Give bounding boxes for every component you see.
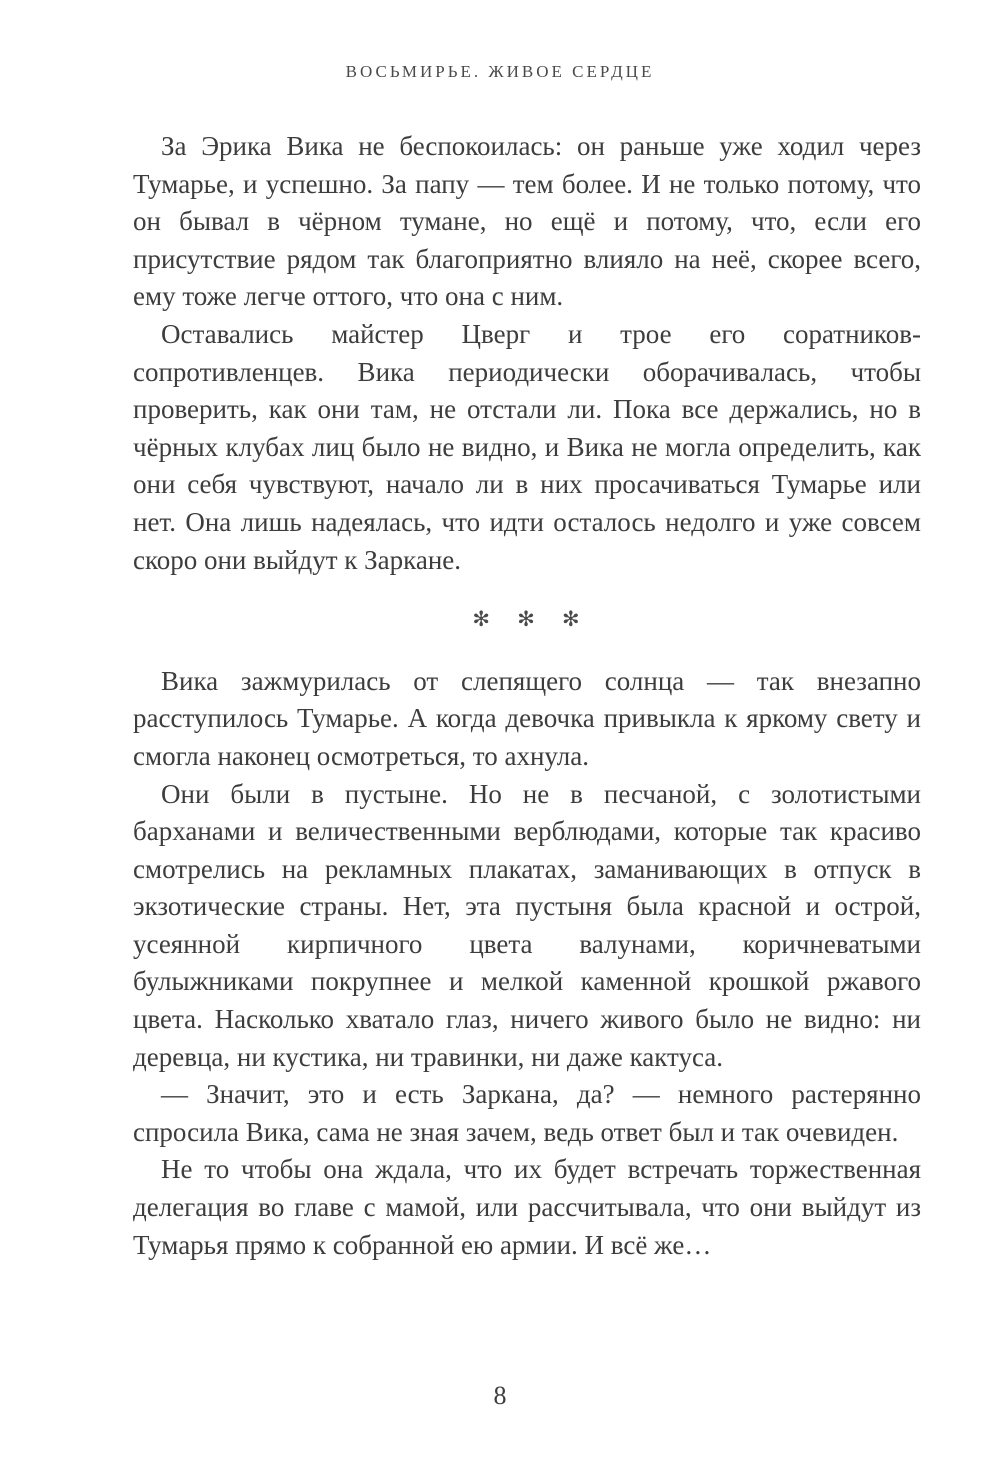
paragraph: Оставались майстер Цверг и трое его соратников-сопротивленцев. Вика периодически оборачивалась, чтобы проверить, как они там, не отстали ли. Пока все держались, но в чёрных клубах лиц было не видно, и Вика не могла определить, как они себя чувствуют, начало ли в них просачиваться Тумарье или нет. Она лишь надеялась, что идти осталось недолго и уже совсем скоро они выйдут к Заркане. <box>133 318 921 575</box>
page-number: 8 <box>493 1381 507 1410</box>
paragraph: Вика зажмурилась от слепящего солнца — так внезапно расступилось Тумарье. А когда девочка привыкла к яркому свету и смогла наконец осмотреться, то ахнула. <box>133 665 921 771</box>
text-block <box>133 128 921 1264</box>
section-break-ornament: ✻ ✻ ✻ <box>472 607 582 632</box>
paragraph: Они были в пустыне. Но не в песчаной, с золотистыми барханами и величественными верблюдами, которые так красиво смотрелись на рекламных плакатах, заманивающих в отпуск в экзотические страны. Нет, эта пустыня была красной и острой, усеянной кирпичного цвета валунами, коричневатыми булыжниками покрупнее и мелкой каменной крошкой ржавого цвета. Насколько хватало глаз, ничего живого было не видно: ни деревца, ни кустика, ни травинки, ни даже кактуса. <box>133 778 921 1072</box>
paragraph: Не то чтобы она ждала, что их будет встречать торжественная делегация во главе с мамой, или рассчитывала, что они выйдут из Тумарья прямо к собранной ею армии. И всё же… <box>133 1154 921 1260</box>
paragraph: За Эрика Вика не беспокоилась: он раньше уже ходил через Тумарье, и успешно. За папу — тем более. И не только потому, что он бывал в чёрном тумане, но ещё и потому, что, если его присутствие рядом так благоприятно влияло на неё, скорее всего, ему тоже легче оттого, что она с ним. <box>133 131 921 312</box>
running-head: ВОСЬМИРЬЕ. ЖИВОЕ СЕРДЦЕ <box>345 62 655 81</box>
paragraph-dialogue: — Значит, это и есть Заркана, да? — немного растерянно спросила Вика, сама не зная зачем, ведь ответ был и так очевиден. <box>133 1079 921 1147</box>
